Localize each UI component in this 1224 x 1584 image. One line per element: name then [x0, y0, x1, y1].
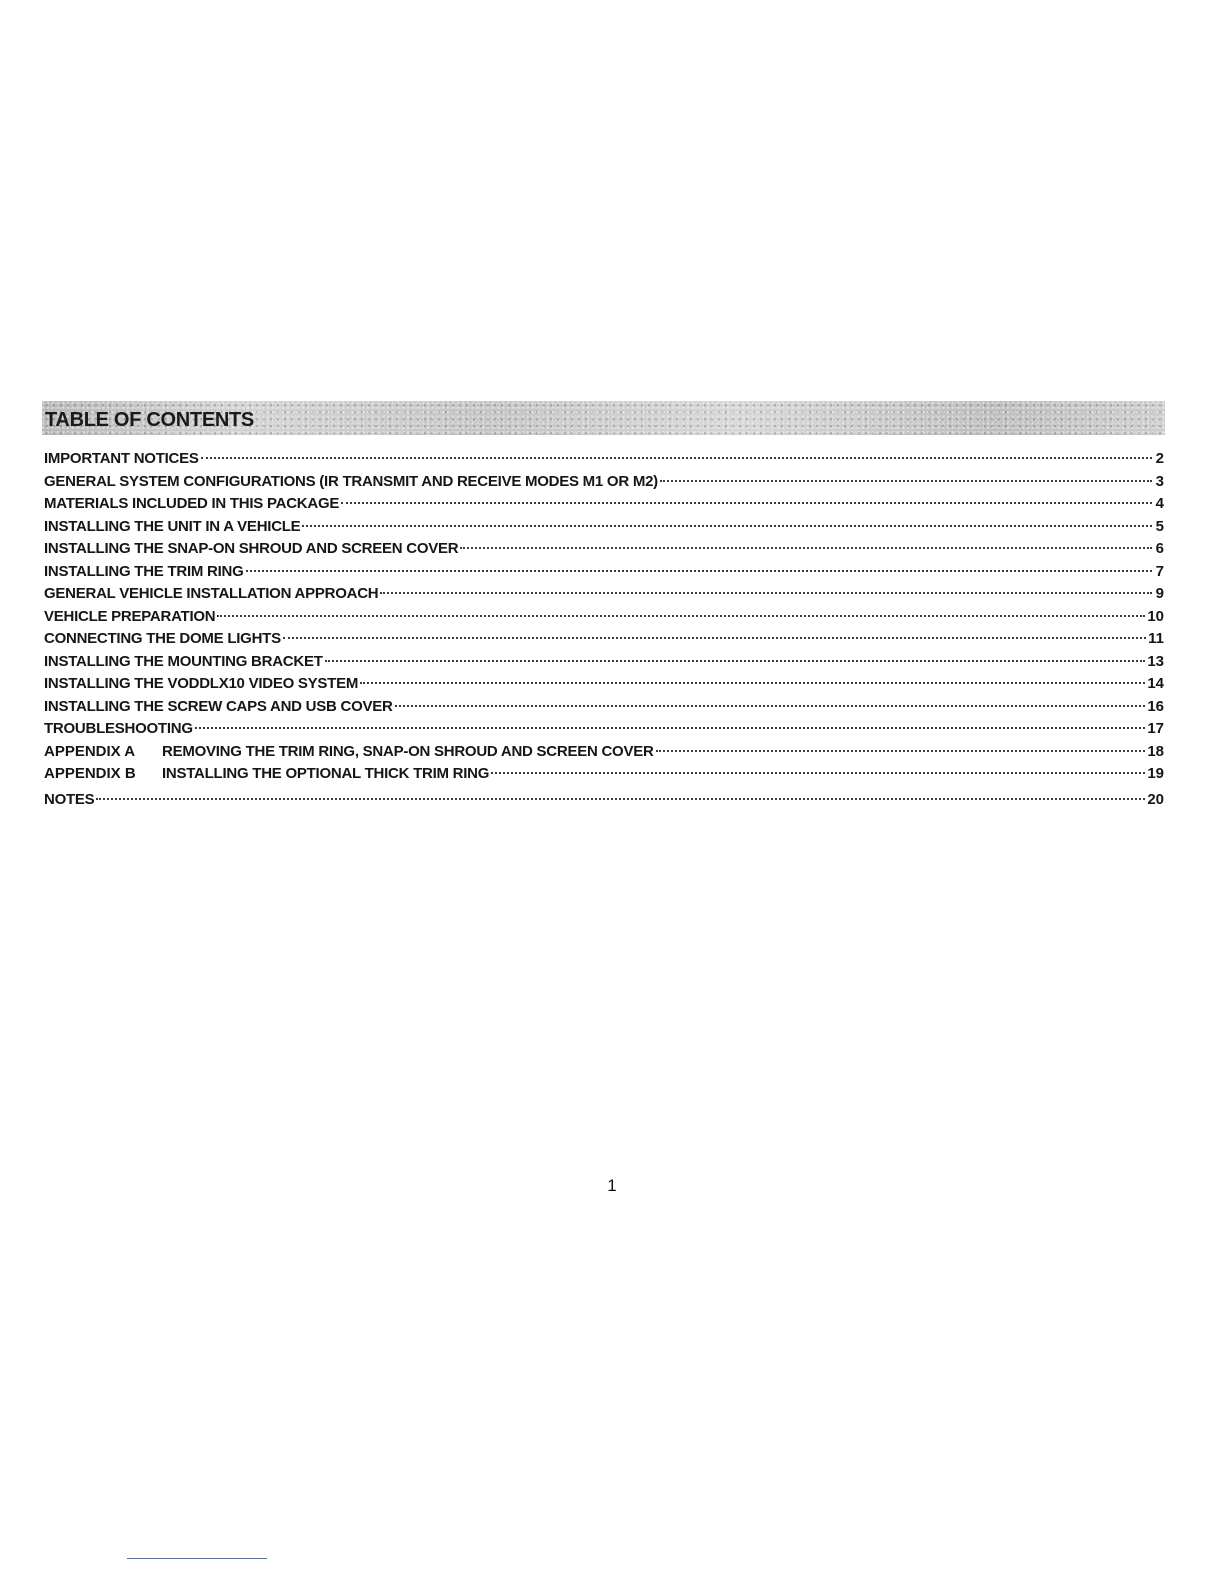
- toc-entry-title: GENERAL SYSTEM CONFIGURATIONS (IR TRANSMIT AND RECEIVE MODES M1 OR M2): [44, 472, 658, 490]
- toc-entry-title: INSTALLING THE SNAP-ON SHROUD AND SCREEN COVER: [44, 540, 459, 557]
- toc-entry-page: 10: [1147, 607, 1164, 625]
- toc-entry-page: 18: [1147, 742, 1164, 760]
- toc-entry-materials-included[interactable]: [44, 493, 1164, 516]
- dot-leader: [195, 726, 1146, 729]
- toc-entry-page: 17: [1147, 720, 1164, 737]
- toc-heading: TABLE OF CONTENTS: [45, 409, 254, 431]
- dot-leader: [96, 797, 1145, 800]
- toc-entry-title: REMOVING THE TRIM RING, SNAP-ON SHROUD AND SCREEN COVER: [162, 742, 654, 760]
- toc-heading-bar: [42, 401, 1165, 435]
- toc-entry-important-notices[interactable]: [44, 448, 1164, 471]
- toc-entry-trim-ring[interactable]: [44, 561, 1164, 584]
- toc-entry-snap-on-shroud[interactable]: [44, 538, 1164, 561]
- dot-leader: [325, 659, 1146, 662]
- toc-entry-screw-caps[interactable]: [44, 696, 1164, 719]
- toc-entry-page: 2: [1155, 450, 1164, 467]
- toc-entry-installing-unit[interactable]: [44, 516, 1164, 539]
- toc-entry-title: INSTALLING THE UNIT IN A VEHICLE: [44, 517, 301, 535]
- toc-entry-title: INSTALLING THE VODDLX10 VIDEO SYSTEM: [44, 675, 359, 692]
- toc-entry-title: MATERIALS INCLUDED IN THIS PACKAGE: [44, 495, 340, 512]
- toc-entry-page: 9: [1155, 585, 1164, 602]
- toc-entry-dome-lights[interactable]: [44, 628, 1164, 651]
- toc-entry-title: GENERAL VEHICLE INSTALLATION APPROACH: [44, 585, 379, 602]
- toc-entry-page: 7: [1155, 562, 1164, 580]
- toc-entry-appendix-b[interactable]: [44, 763, 1164, 786]
- toc-entry-page: 20: [1147, 790, 1164, 808]
- toc-entry-mounting-bracket[interactable]: [44, 651, 1164, 674]
- toc-entry-title: NOTES: [44, 790, 95, 808]
- dot-leader: [395, 704, 1146, 707]
- footer-rule: [127, 1558, 267, 1559]
- toc-entry-page: 11: [1148, 630, 1164, 647]
- toc-entry-title: IMPORTANT NOTICES: [44, 450, 199, 467]
- dot-leader: [302, 524, 1152, 527]
- dot-leader: [201, 456, 1152, 459]
- toc-entry-title: INSTALLING THE OPTIONAL THICK TRIM RING: [162, 765, 490, 782]
- dot-leader: [660, 479, 1152, 482]
- toc-entry-notes[interactable]: [44, 789, 1164, 812]
- toc-entry-prefix: APPENDIX A: [44, 742, 136, 760]
- page-number: 1: [607, 1176, 617, 1195]
- toc-entry-general-system-configurations[interactable]: [44, 471, 1164, 494]
- toc-entry-page: 6: [1155, 540, 1164, 557]
- toc-entry-prefix: APPENDIX B: [44, 765, 136, 782]
- toc-entry-page: 16: [1147, 697, 1164, 715]
- toc-entry-appendix-a[interactable]: [44, 741, 1164, 764]
- toc-entry-troubleshooting[interactable]: [44, 718, 1164, 741]
- toc-entry-page: 4: [1155, 495, 1164, 512]
- toc-entry-page: 19: [1147, 765, 1164, 782]
- toc-entry-video-system[interactable]: [44, 673, 1164, 696]
- toc-entry-page: 5: [1155, 517, 1164, 535]
- toc-entry-page: 14: [1147, 675, 1164, 692]
- dot-leader: [283, 636, 1146, 639]
- toc-entry-title: INSTALLING THE MOUNTING BRACKET: [44, 652, 323, 670]
- toc-entry-page: 3: [1155, 472, 1164, 490]
- dot-leader: [360, 681, 1145, 684]
- dot-leader: [460, 546, 1152, 549]
- dot-leader: [246, 569, 1152, 572]
- dot-leader: [217, 614, 1145, 617]
- toc-entry-title: INSTALLING THE TRIM RING: [44, 562, 244, 580]
- toc-entry-page: 13: [1147, 652, 1164, 670]
- toc-entry-title: TROUBLESHOOTING: [44, 720, 193, 737]
- toc-list: [44, 448, 1164, 811]
- toc-entry-installation-approach[interactable]: [44, 583, 1164, 606]
- toc-entry-vehicle-preparation[interactable]: [44, 606, 1164, 629]
- toc-entry-title: INSTALLING THE SCREW CAPS AND USB COVER: [44, 697, 393, 715]
- toc-entry-title: VEHICLE PREPARATION: [44, 607, 216, 625]
- dot-leader: [341, 501, 1152, 504]
- dot-leader: [491, 771, 1145, 774]
- dot-leader: [656, 749, 1146, 752]
- dot-leader: [380, 591, 1152, 594]
- toc-entry-title: CONNECTING THE DOME LIGHTS: [44, 630, 281, 647]
